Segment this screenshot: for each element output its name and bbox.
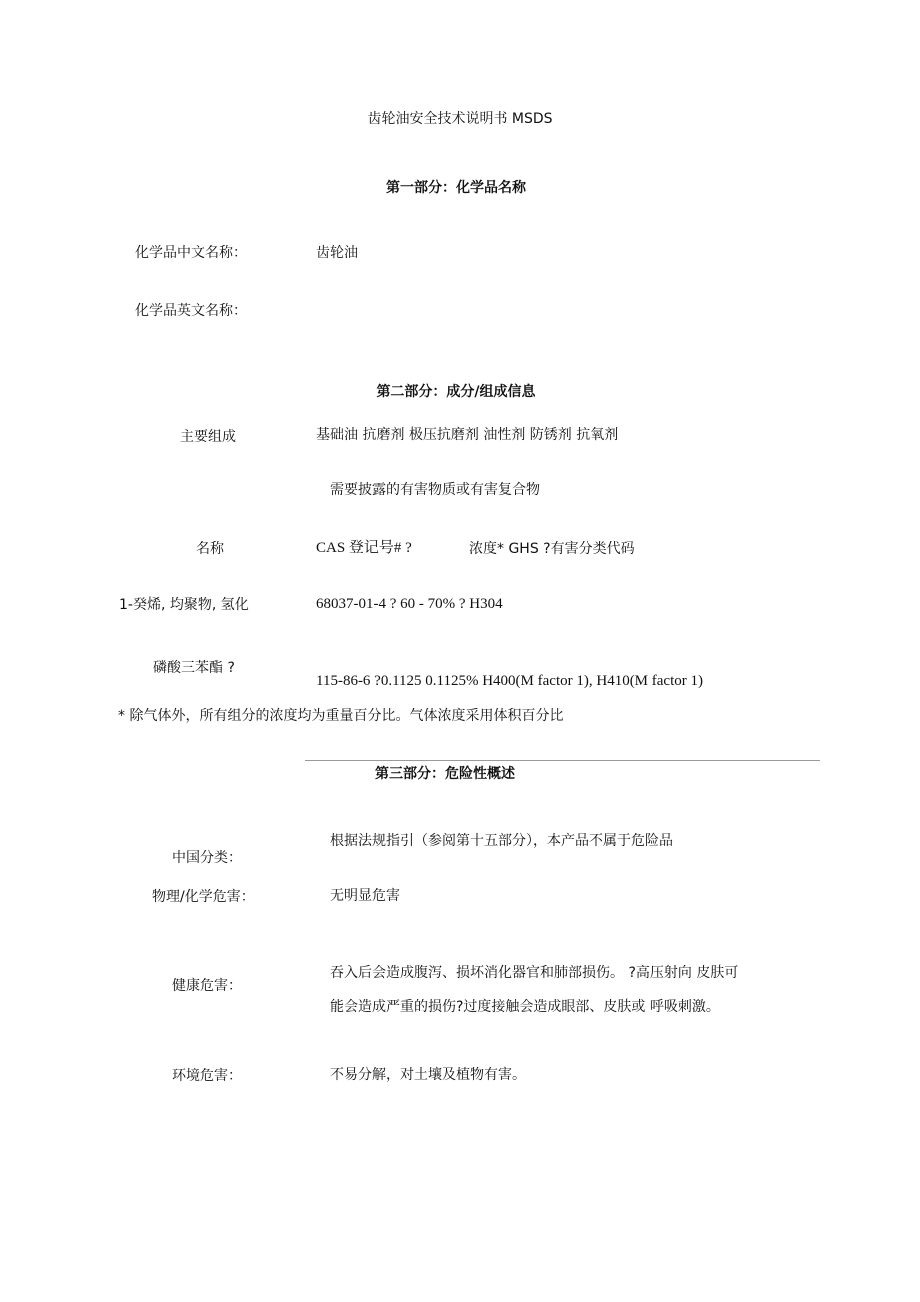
environmental-hazard-value: 不易分解，对土壤及植物有害。 [330,1067,526,1083]
section-divider [305,760,820,761]
physical-chemical-hazard-value: 无明显危害 [330,888,400,904]
main-composition-label: 主要组成 [180,429,236,445]
cn-name-value: 齿轮油 [316,245,358,261]
environmental-hazard-label: 环境危害： [172,1068,242,1084]
en-name-label: 化学品英文名称： [135,303,247,319]
health-hazard-label: 健康危害： [172,978,242,994]
health-hazard-value-line1: 吞入后会造成腹泻、损坏消化器官和肺部损伤。 ?高压射向 皮肤可 [330,965,739,981]
physical-chemical-hazard-label: 物理/化学危害： [152,889,255,905]
cn-name-label: 化学品中文名称： [135,245,247,261]
component-row-name: 磷酸三苯酯 ? [153,660,235,676]
health-hazard-value-line2: 能会造成严重的损伤?过度接触会造成眼部、皮肤或 呼吸刺激。 [330,999,720,1015]
section2-heading: 第二部分：成分/组成信息 [376,384,536,400]
section1-heading: 第一部分：化学品名称 [386,180,526,196]
main-composition-value: 基础油 抗磨剂 极压抗磨剂 油性剂 防锈剂 抗氧剂 [316,427,619,443]
table-header-concentration: 浓度* GHS ?有害分类代码 [469,541,635,557]
document-title [0,110,920,128]
component-row-name: 1-癸烯, 均聚物, 氢化 [119,597,249,613]
china-classification-value: 根据法规指引（参阅第十五部分），本产品不属于危险品 [330,833,673,849]
document-title-text: 齿轮油安全技术说明书 MSDS [367,111,553,127]
concentration-footnote: * 除气体外，所有组分的浓度均为重量百分比。气体浓度采用体积百分比 [118,708,564,724]
hazard-disclosure-note: 需要披露的有害物质或有害复合物 [330,482,540,498]
china-classification-label: 中国分类： [172,850,242,866]
table-header-cas: CAS 登记号# ? [316,540,412,556]
section3-heading: 第三部分：危险性概述 [375,766,515,782]
component-row-data: 115-86-6 ?0.1125 0.1125% H400(M factor 1), H410(M factor 1) [316,673,703,689]
component-row-data: 68037-01-4 ? 60 - 70% ? H304 [316,596,503,612]
table-header-name: 名称 [196,541,224,557]
